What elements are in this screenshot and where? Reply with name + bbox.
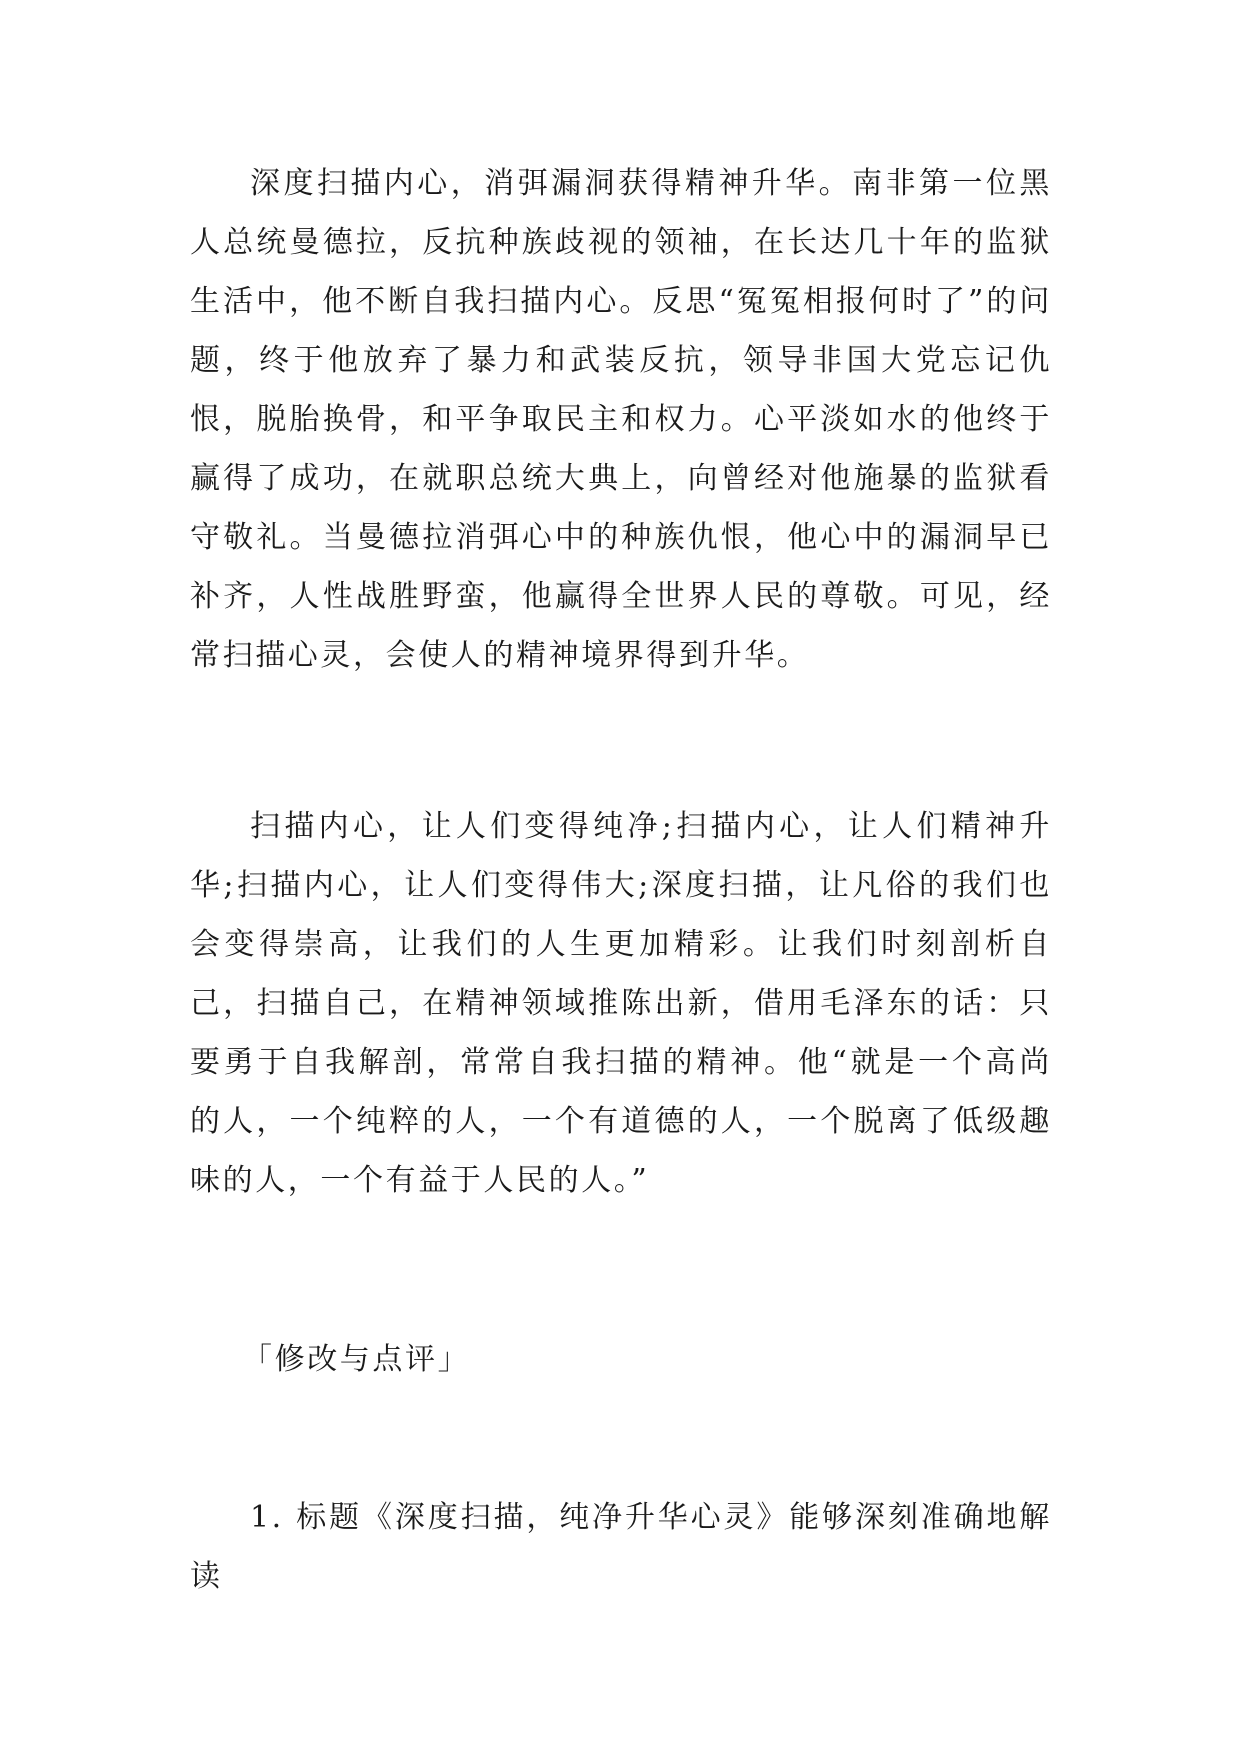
numbered-comment-paragraph: 1. 标题《深度扫描，纯净升华心灵》能够深刻准确地解读: [190, 1500, 1052, 1594]
section-heading-revision-comments: 「修改与点评」: [242, 1342, 471, 1377]
body-paragraph-conclusion: 扫描内心，让人们变得纯净;扫描内心，让人们精神升华;扫描内心，让人们变得伟大;深度扫描，让凡俗的我们也会变得崇高，让我们的人生更加精彩。让我们时刻剖析自己，扫描自己，在精神领域推陈出新，借用毛泽东的话：只要勇于自我解剖，常常自我扫描的精神。他“就是一个高尚的人，一个纯粹的人，一个有道德的人，一个脱离了低级趣味的人，一个有益于人民的人。”: [190, 809, 1052, 1198]
body-paragraph-mandela: 深度扫描内心，消弭漏洞获得精神升华。南非第一位黑人总统曼德拉，反抗种族歧视的领袖，在长达几十年的监狱生活中，他不断自我扫描内心。反思“冤冤相报何时了”的问题，终于他放弃了暴力和武装反抗，领导非国大党忘记仇恨，脱胎换骨，和平争取民主和权力。心平淡如水的他终于赢得了成功，在就职总统大典上，向曾经对他施暴的监狱看守敬礼。当曼德拉消弭心中的种族仇恨，他心中的漏洞早已补齐，人性战胜野蛮，他赢得全世界人民的尊敬。可见，经常扫描心灵，会使人的精神境界得到升华。: [190, 166, 1052, 673]
